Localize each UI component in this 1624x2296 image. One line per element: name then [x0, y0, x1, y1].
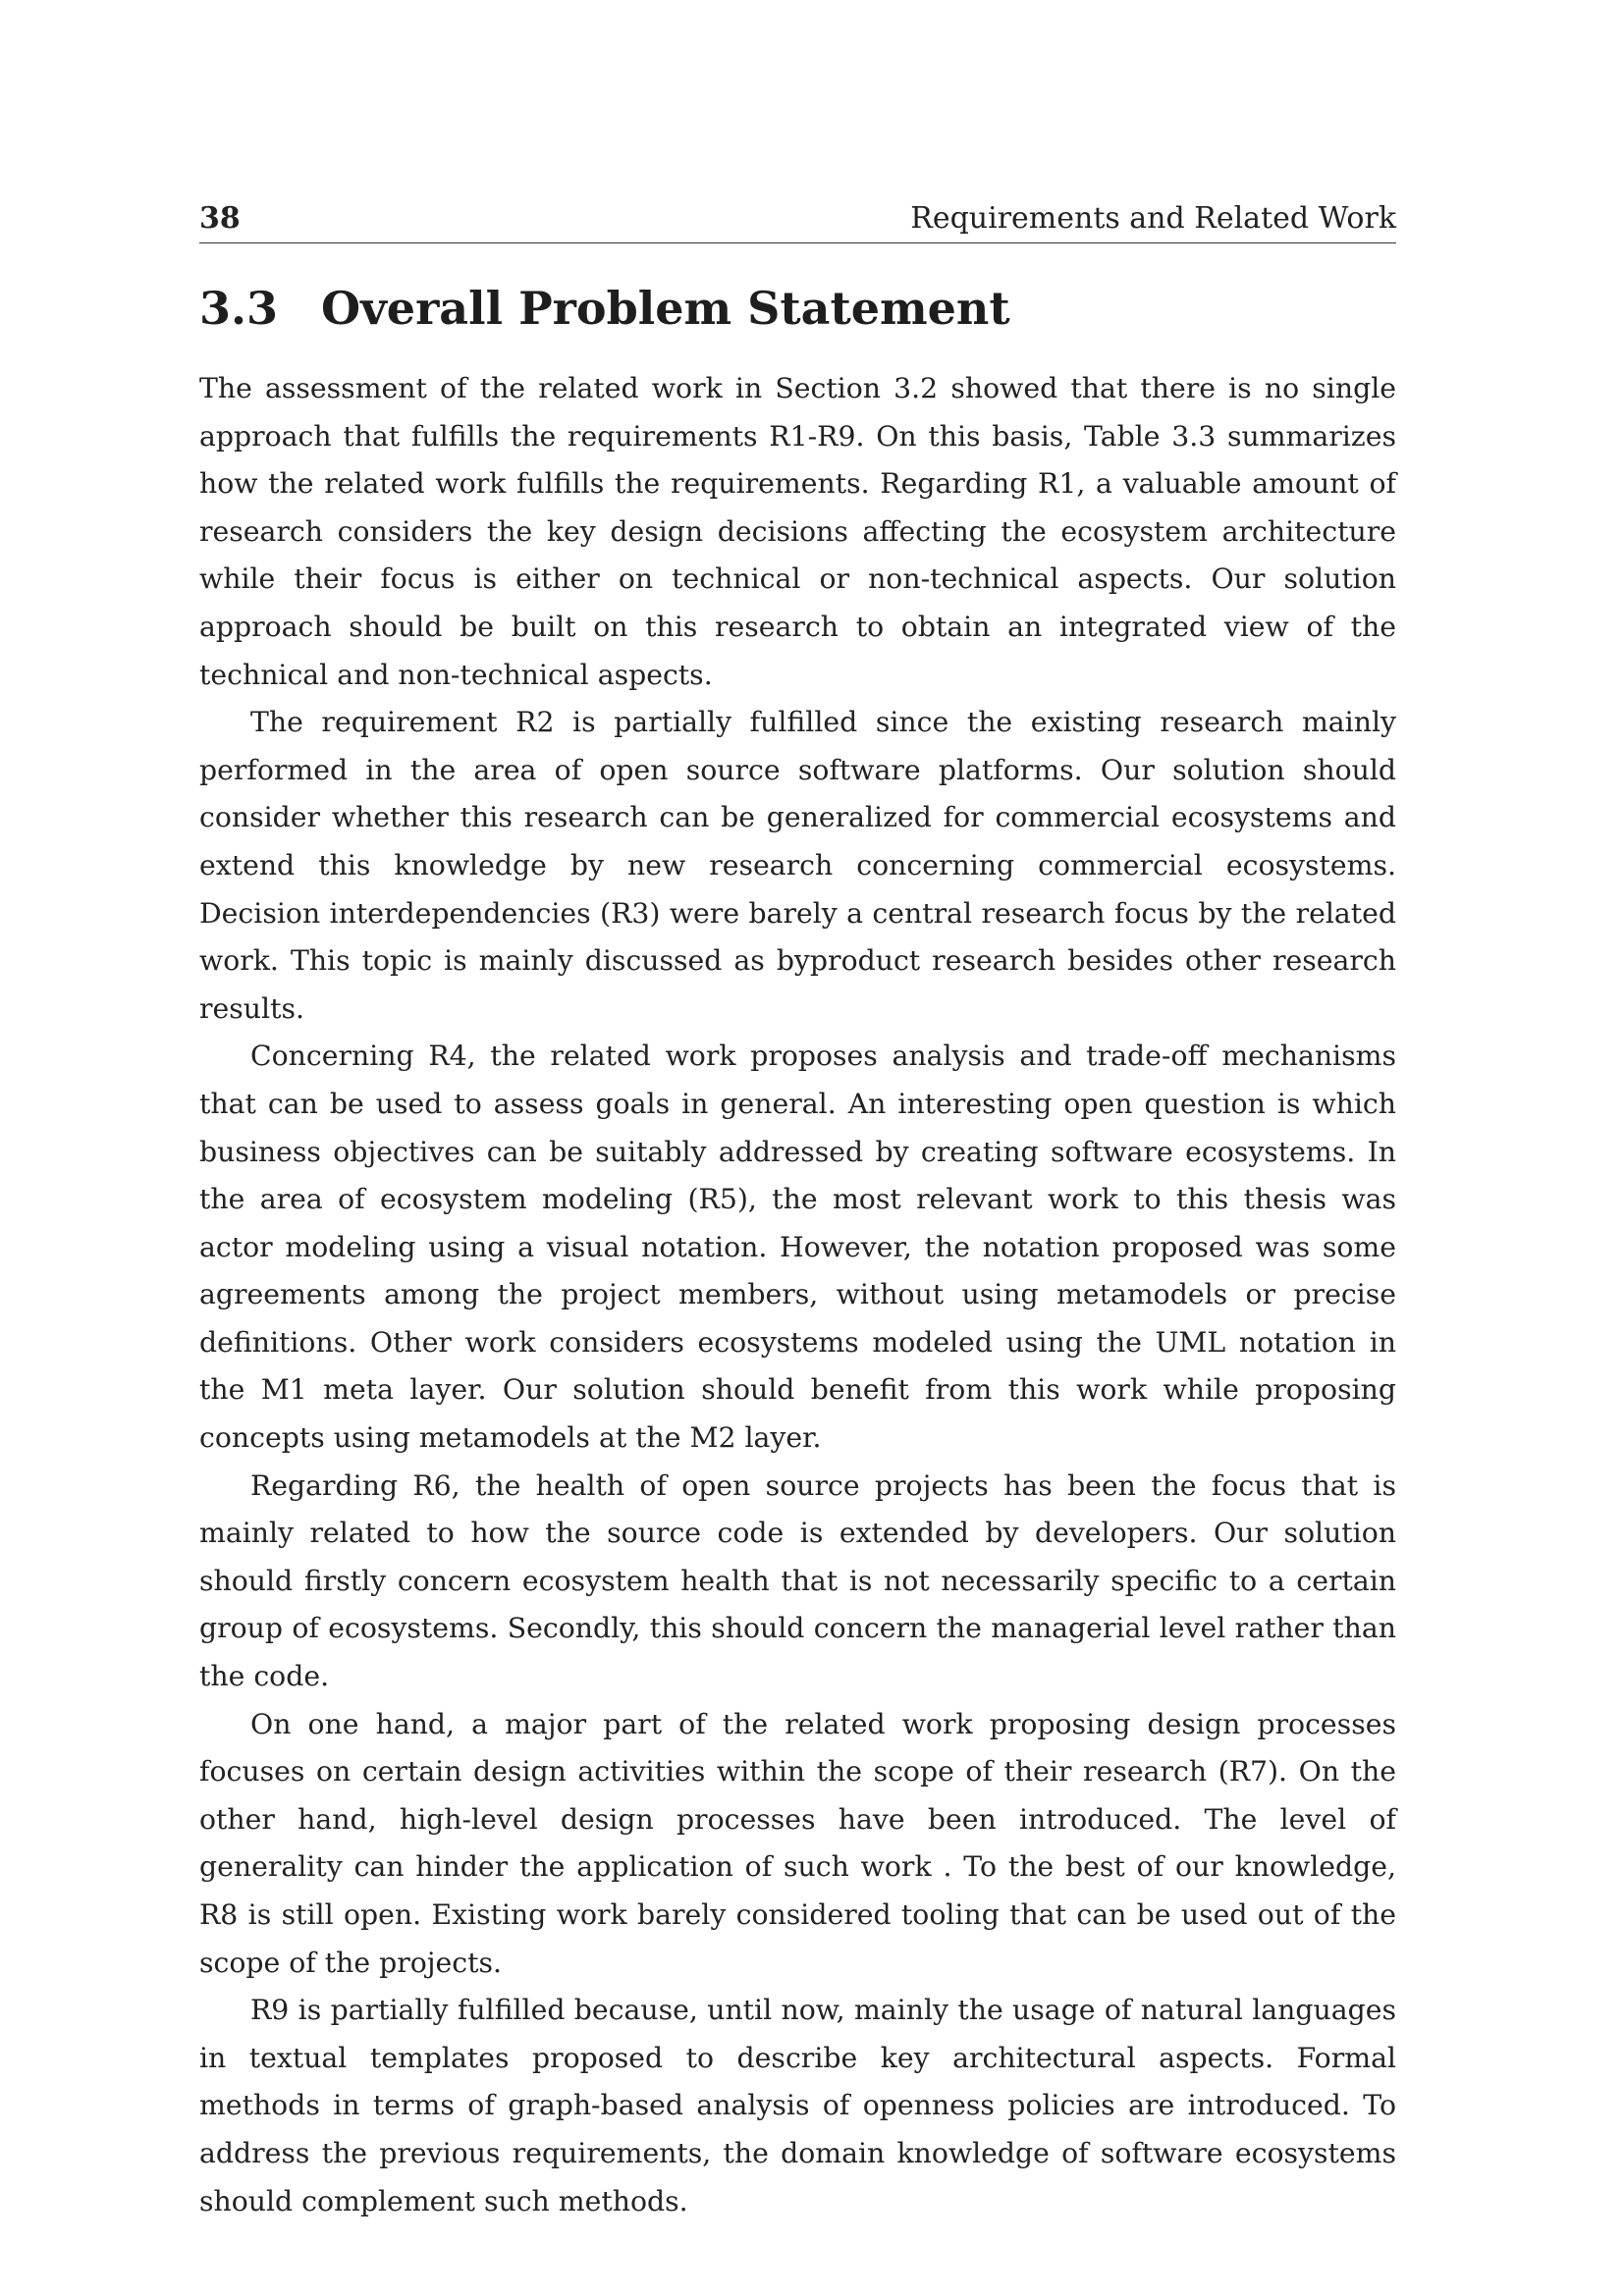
paragraph-2: The requirement R2 is partially fulfilled since the existing research mainly performed in the area of open source software platforms. Our solution should consider whether this research can be generalized for commercial ecosystems and extend this knowledge by new research concerning commercial ecosystems. Decision interdependencies (R3) were barely a central research focus by the related work. This topic is mainly discussed as byproduct research besides other research results. [199, 706, 1396, 1025]
page-number: 38 [199, 201, 241, 236]
section-number: 3.3 [199, 282, 279, 335]
paragraph-6: R9 is partially fulfilled because, until now, mainly the usage of natural languages in textual templates proposed to describe key architectural aspects. Formal methods in terms of graph-based analysis of openness policies are introduced. To address the previous requirements, the domain knowledge of software ecosystems should complement such methods. [199, 1994, 1396, 2217]
page-content [199, 201, 1396, 2225]
body-text [199, 365, 1396, 2225]
running-title: Requirements and Related Work [910, 201, 1396, 236]
paragraph-4: Regarding R6, the health of open source projects has been the focus that is mainly related to how the source code is extended by developers. Our solution should firstly concern ecosystem health that is not necessarily specific to a certain group of ecosystems. Secondly, this should concern the managerial level rather than the code. [199, 1468, 1396, 1693]
paragraph-5: On one hand, a major part of the related work proposing design processes focuses on certain design activities within the scope of their research (R7). On the other hand, high-level design processes have been introduced. The level of generality can hinder the application of such work . To the best of our knowledge, R8 is still open. Existing work barely considered tooling that can be used out of the scope of the projects. [199, 1707, 1396, 1979]
paragraph-1: The assessment of the related work in Section 3.2 showed that there is no single approach that fulfills the requirements R1-R9. On this basis, Table 3.3 summarizes how the related work fulfills the requirements. Regarding R1, a valuable amount of research considers the key design decisions affecting the ecosystem architecture while their focus is either on technical or non-technical aspects. Our solution approach should be built on this research to obtain an integrated view of the technical and non-technical aspects. [199, 372, 1396, 691]
running-header [199, 201, 1396, 243]
section-heading [199, 281, 1396, 336]
paragraph-3: Concerning R4, the related work proposes analysis and trade-off mechanisms that can be used to assess goals in general. An interesting open question is which business objectives can be suitably addressed by creating software ecosystems. In the area of ecosystem modeling (R5), the most relevant work to this thesis was actor modeling using a visual notation. However, the notation proposed was some agreements among the project members, without using metamodels or precise definitions. Other work considers ecosystems modeled using the UML notation in the M1 meta layer. Our solution should benefit from this work while proposing concepts using metamodels at the M2 layer. [199, 1040, 1396, 1455]
section-title: Overall Problem Statement [321, 282, 1010, 335]
